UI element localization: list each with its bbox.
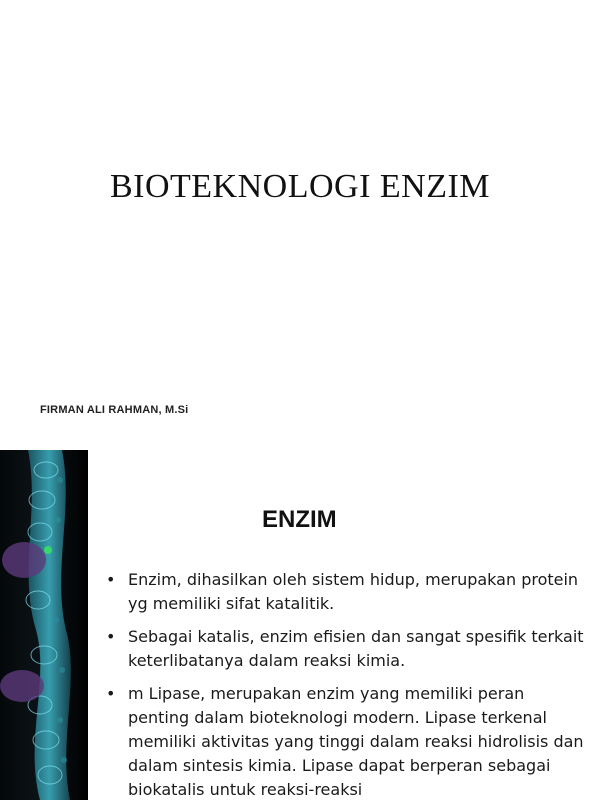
bullet-text: m Lipase, merupakan enzim yang memiliki peran penting dalam bioteknologi modern. Lipase terkenal memiliki aktivitas yang tinggi dalam reaksi hidrolisis dan dalam sintesis kimia. Lipase dapat berperan sebagai biokatalis untuk reaksi-reaksi (128, 684, 584, 799)
bullet-icon: • (106, 627, 116, 646)
list-item (104, 682, 584, 800)
list-item (104, 568, 584, 616)
list-item (104, 625, 584, 673)
slide-heading: ENZIM (262, 506, 337, 533)
bullet-text: Enzim, dihasilkan oleh sistem hidup, merupakan protein yg memiliki sifat katalitik. (128, 570, 579, 613)
bullet-text: Sebagai katalis, enzim efisien dan sangat spesifik terkait keterlibatanya dalam reaksi kimia. (128, 627, 584, 670)
slide-title: BIOTEKNOLOGI ENZIM (109, 168, 491, 205)
bullet-icon: • (106, 570, 116, 589)
content-slide (0, 450, 600, 800)
author-name: FIRMAN ALI RAHMAN, M.Si (40, 404, 189, 416)
bullet-icon: • (106, 684, 116, 703)
bullet-list (104, 568, 584, 800)
plant-cell-micrograph-icon (0, 450, 88, 800)
